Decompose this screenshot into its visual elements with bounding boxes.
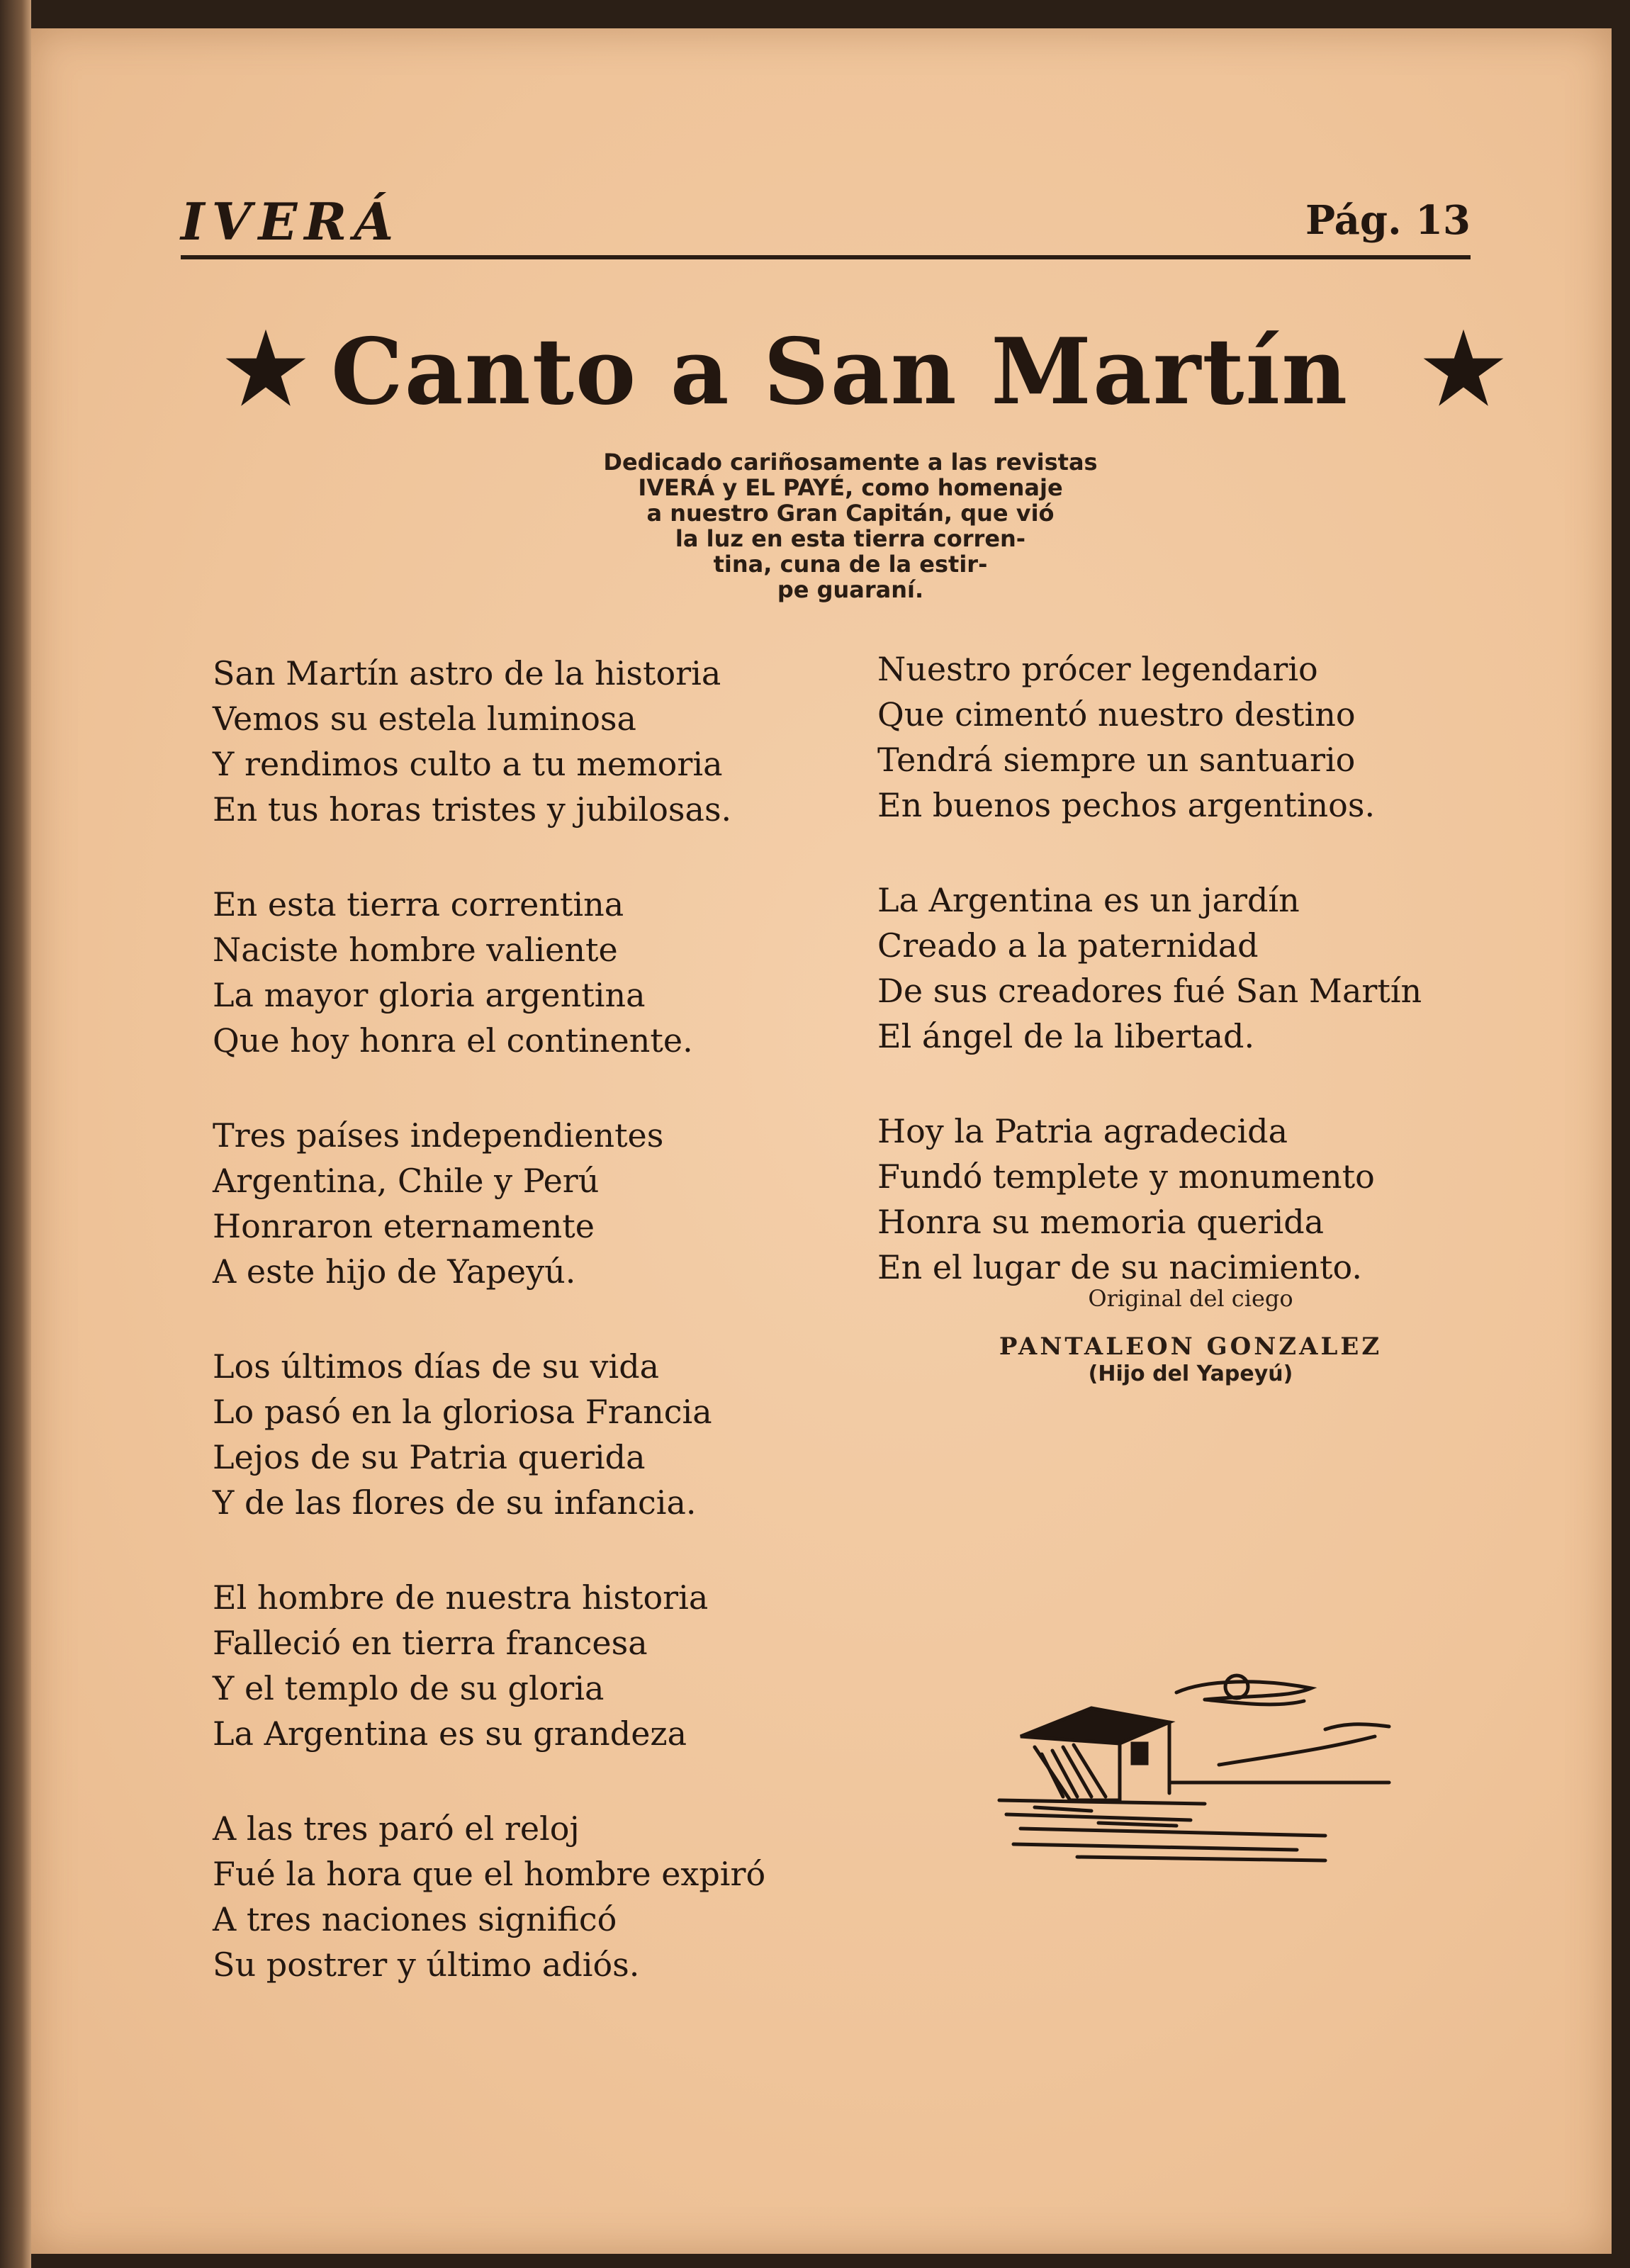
- stanza: [877, 877, 1558, 1059]
- poem-line: Naciste hombre valiente: [213, 931, 618, 969]
- poem-line: Lejos de su Patria querida: [213, 1438, 646, 1476]
- stanza: [213, 651, 893, 832]
- poem-title: Canto a San Martín: [330, 319, 1349, 425]
- poem-line: Fundó templete y monumento: [877, 1157, 1375, 1196]
- page-header: [181, 191, 1471, 259]
- credit-subtitle: (Hijo del Yapeyú): [1088, 1362, 1293, 1386]
- dedication-line: tina, cuna de la estir-: [713, 551, 988, 578]
- dedication-line: Dedicado cariñosamente a las revistas: [603, 449, 1098, 476]
- poem-line: Honraron eternamente: [213, 1207, 595, 1245]
- poem-line: Tendrá siempre un santuario: [877, 741, 1356, 779]
- poem-line: Hoy la Patria agradecida: [877, 1112, 1288, 1150]
- poem-line: Lo pasó en la gloriosa Francia: [213, 1393, 712, 1431]
- magazine-name: IVERÁ: [181, 191, 401, 252]
- poem-line: Y rendimos culto a tu memoria: [213, 745, 723, 783]
- poem-line: Que hoy honra el continente.: [213, 1021, 693, 1060]
- poem-line: En buenos pechos argentinos.: [877, 786, 1376, 824]
- poem-line: De sus creadores fué San Martín: [877, 972, 1422, 1010]
- stanza: [213, 1575, 893, 1756]
- stanza: [213, 882, 893, 1063]
- poem-line: Los últimos días de su vida: [213, 1347, 660, 1386]
- dedication: [510, 449, 1191, 602]
- stanza: [877, 646, 1558, 828]
- poem-line: La Argentina es su grandeza: [213, 1714, 687, 1753]
- house-landscape-icon: [992, 1658, 1403, 1871]
- page-number: Pág. 13: [1305, 197, 1471, 244]
- dedication-line: pe guaraní.: [777, 576, 924, 603]
- poem-line: Creado a la paternidad: [877, 926, 1259, 965]
- dedication-line: a nuestro Gran Capitán, que vió: [646, 500, 1055, 527]
- poem-line: Y de las flores de su infancia.: [213, 1483, 697, 1522]
- poem-line: Honra su memoria querida: [877, 1203, 1325, 1241]
- stanza: [213, 1113, 893, 1294]
- poem-line: A tres naciones significó: [213, 1900, 617, 1938]
- poem-left-column: [213, 651, 893, 2037]
- poem-line: Falleció en tierra francesa: [213, 1624, 648, 1662]
- title-row: [181, 305, 1499, 432]
- credit-original: Original del ciego: [1088, 1285, 1293, 1312]
- poem-line: Vemos su estela luminosa: [213, 700, 636, 738]
- stanza: [877, 1108, 1558, 1290]
- star-icon: [1421, 326, 1506, 411]
- poem-line: San Martín astro de la historia: [213, 654, 721, 692]
- poem-line: En tus horas tristes y jubilosas.: [213, 790, 732, 829]
- poem-line: Nuestro prócer legendario: [877, 650, 1318, 688]
- poem-line: La mayor gloria argentina: [213, 976, 646, 1014]
- poem-line: Fué la hora que el hombre expiró: [213, 1855, 766, 1893]
- dedication-line: la luz en esta tierra corren-: [675, 525, 1026, 552]
- dedication-line: IVERÁ y EL PAYÉ, como homenaje: [638, 474, 1063, 501]
- stanza: [213, 1806, 893, 1987]
- stanza: [213, 1344, 893, 1525]
- poem-line: A este hijo de Yapeyú.: [213, 1252, 576, 1291]
- poem-line: Argentina, Chile y Perú: [213, 1162, 600, 1200]
- poem-line: A las tres paró el reloj: [213, 1809, 580, 1848]
- poem-line: Tres países independientes: [213, 1116, 664, 1155]
- poem-line: En el lugar de su nacimiento.: [877, 1248, 1363, 1286]
- poem-line: El hombre de nuestra historia: [213, 1578, 709, 1617]
- poem-line: Que cimentó nuestro destino: [877, 695, 1356, 734]
- poem-right-column: [877, 646, 1558, 1340]
- book-spine: [0, 0, 31, 2268]
- credit-author: PANTALEON GONZALEZ: [999, 1332, 1383, 1361]
- poem-line: El ángel de la libertad.: [877, 1017, 1255, 1055]
- poem-line: Y el templo de su gloria: [213, 1669, 605, 1707]
- poem-line: Su postrer y último adiós.: [213, 1946, 640, 1984]
- credits: [943, 1284, 1439, 1388]
- poem-line: En esta tierra correntina: [213, 885, 624, 924]
- poem-line: La Argentina es un jardín: [877, 881, 1300, 919]
